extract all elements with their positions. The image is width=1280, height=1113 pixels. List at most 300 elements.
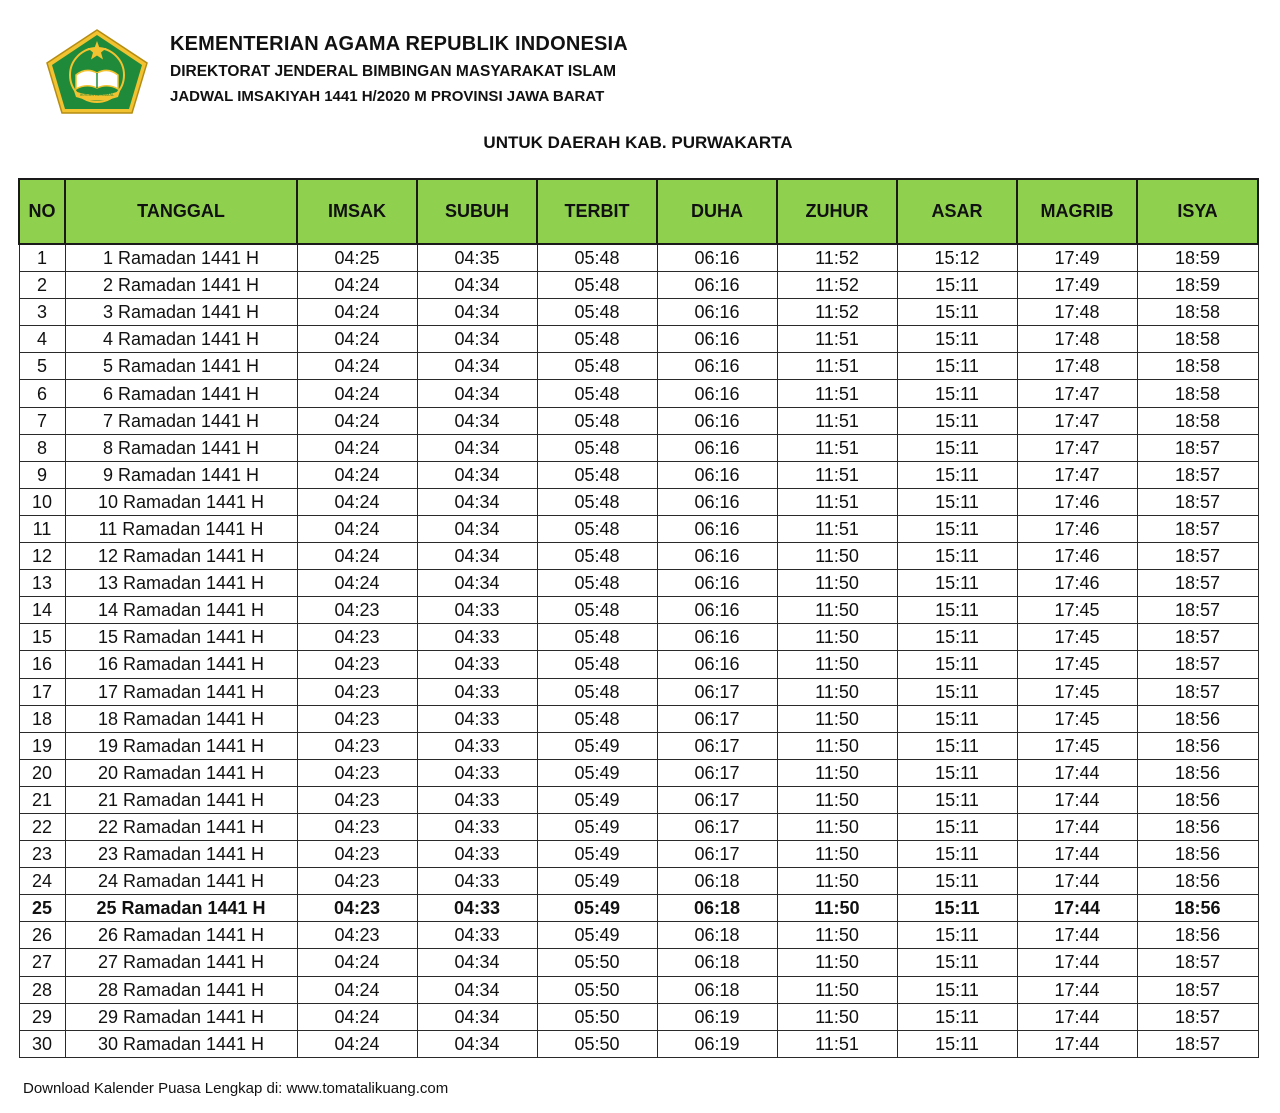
schedule-title: JADWAL IMSAKIYAH 1441 H/2020 M PROVINSI JAWA BARAT [170, 88, 605, 105]
cell-terbit: 05:48 [537, 705, 657, 732]
cell-no: 18 [19, 705, 65, 732]
cell-duha: 06:16 [657, 244, 777, 272]
cell-zuhur: 11:52 [777, 272, 897, 299]
cell-subuh: 04:33 [417, 597, 537, 624]
cell-zuhur: 11:51 [777, 461, 897, 488]
cell-magrib: 17:48 [1017, 353, 1137, 380]
cell-duha: 06:17 [657, 705, 777, 732]
cell-asar: 15:11 [897, 813, 1017, 840]
cell-subuh: 04:35 [417, 244, 537, 272]
cell-no: 17 [19, 678, 65, 705]
cell-isya: 18:56 [1137, 813, 1258, 840]
cell-duha: 06:18 [657, 868, 777, 895]
cell-imsak: 04:24 [297, 353, 417, 380]
cell-tanggal: 21 Ramadan 1441 H [65, 786, 297, 813]
cell-no: 27 [19, 949, 65, 976]
ministry-title: KEMENTERIAN AGAMA REPUBLIK INDONESIA [170, 33, 628, 55]
cell-subuh: 04:34 [417, 461, 537, 488]
cell-imsak: 04:24 [297, 976, 417, 1003]
cell-magrib: 17:49 [1017, 272, 1137, 299]
cell-terbit: 05:48 [537, 272, 657, 299]
cell-tanggal: 23 Ramadan 1441 H [65, 841, 297, 868]
cell-tanggal: 18 Ramadan 1441 H [65, 705, 297, 732]
table-row [19, 678, 1258, 705]
cell-asar: 15:11 [897, 461, 1017, 488]
cell-magrib: 17:44 [1017, 949, 1137, 976]
cell-zuhur: 11:51 [777, 488, 897, 515]
cell-magrib: 17:44 [1017, 759, 1137, 786]
cell-duha: 06:16 [657, 651, 777, 678]
cell-subuh: 04:34 [417, 976, 537, 1003]
table-row [19, 570, 1258, 597]
cell-isya: 18:58 [1137, 353, 1258, 380]
cell-duha: 06:17 [657, 678, 777, 705]
cell-subuh: 04:34 [417, 380, 537, 407]
cell-isya: 18:57 [1137, 1030, 1258, 1057]
cell-magrib: 17:47 [1017, 407, 1137, 434]
cell-magrib: 17:44 [1017, 895, 1137, 922]
cell-imsak: 04:24 [297, 488, 417, 515]
cell-terbit: 05:48 [537, 353, 657, 380]
cell-no: 8 [19, 434, 65, 461]
cell-imsak: 04:23 [297, 895, 417, 922]
cell-zuhur: 11:50 [777, 976, 897, 1003]
cell-isya: 18:57 [1137, 570, 1258, 597]
table-row [19, 244, 1258, 272]
cell-zuhur: 11:50 [777, 1003, 897, 1030]
cell-no: 4 [19, 326, 65, 353]
table-row [19, 353, 1258, 380]
cell-isya: 18:57 [1137, 543, 1258, 570]
cell-zuhur: 11:50 [777, 678, 897, 705]
cell-no: 9 [19, 461, 65, 488]
cell-subuh: 04:34 [417, 488, 537, 515]
cell-no: 25 [19, 895, 65, 922]
table-row [19, 299, 1258, 326]
cell-terbit: 05:48 [537, 407, 657, 434]
cell-asar: 15:11 [897, 786, 1017, 813]
cell-asar: 15:11 [897, 705, 1017, 732]
cell-subuh: 04:33 [417, 895, 537, 922]
cell-magrib: 17:48 [1017, 299, 1137, 326]
cell-isya: 18:58 [1137, 326, 1258, 353]
cell-isya: 18:56 [1137, 786, 1258, 813]
table-row [19, 272, 1258, 299]
cell-terbit: 05:49 [537, 895, 657, 922]
cell-tanggal: 9 Ramadan 1441 H [65, 461, 297, 488]
cell-asar: 15:11 [897, 895, 1017, 922]
cell-no: 7 [19, 407, 65, 434]
cell-subuh: 04:33 [417, 813, 537, 840]
cell-magrib: 17:46 [1017, 488, 1137, 515]
cell-no: 28 [19, 976, 65, 1003]
cell-imsak: 04:23 [297, 732, 417, 759]
cell-zuhur: 11:50 [777, 705, 897, 732]
cell-zuhur: 11:51 [777, 353, 897, 380]
cell-tanggal: 27 Ramadan 1441 H [65, 949, 297, 976]
cell-isya: 18:57 [1137, 597, 1258, 624]
col-header-asar: ASAR [897, 179, 1017, 244]
col-header-magrib: MAGRIB [1017, 179, 1137, 244]
col-header-duha: DUHA [657, 179, 777, 244]
cell-subuh: 04:34 [417, 570, 537, 597]
cell-no: 16 [19, 651, 65, 678]
cell-zuhur: 11:50 [777, 597, 897, 624]
cell-asar: 15:11 [897, 488, 1017, 515]
cell-terbit: 05:50 [537, 976, 657, 1003]
cell-isya: 18:58 [1137, 299, 1258, 326]
table-row [19, 326, 1258, 353]
cell-imsak: 04:24 [297, 570, 417, 597]
cell-imsak: 04:24 [297, 272, 417, 299]
cell-zuhur: 11:50 [777, 651, 897, 678]
cell-tanggal: 5 Ramadan 1441 H [65, 353, 297, 380]
cell-imsak: 04:23 [297, 597, 417, 624]
cell-terbit: 05:48 [537, 461, 657, 488]
cell-magrib: 17:47 [1017, 461, 1137, 488]
cell-asar: 15:11 [897, 651, 1017, 678]
cell-terbit: 05:48 [537, 624, 657, 651]
cell-isya: 18:57 [1137, 461, 1258, 488]
cell-imsak: 04:23 [297, 651, 417, 678]
cell-asar: 15:11 [897, 326, 1017, 353]
cell-zuhur: 11:51 [777, 326, 897, 353]
cell-terbit: 05:50 [537, 1030, 657, 1057]
col-header-imsak: IMSAK [297, 179, 417, 244]
table-row [19, 868, 1258, 895]
cell-tanggal: 13 Ramadan 1441 H [65, 570, 297, 597]
cell-terbit: 05:48 [537, 651, 657, 678]
cell-duha: 06:16 [657, 515, 777, 542]
cell-zuhur: 11:52 [777, 244, 897, 272]
cell-asar: 15:11 [897, 407, 1017, 434]
cell-isya: 18:57 [1137, 678, 1258, 705]
cell-zuhur: 11:50 [777, 949, 897, 976]
cell-asar: 15:11 [897, 272, 1017, 299]
cell-magrib: 17:45 [1017, 597, 1137, 624]
directorate-title: DIREKTORAT JENDERAL BIMBINGAN MASYARAKAT ISLAM [170, 63, 617, 80]
cell-duha: 06:17 [657, 759, 777, 786]
cell-isya: 18:57 [1137, 488, 1258, 515]
cell-asar: 15:11 [897, 515, 1017, 542]
cell-no: 13 [19, 570, 65, 597]
cell-asar: 15:11 [897, 434, 1017, 461]
cell-no: 26 [19, 922, 65, 949]
cell-duha: 06:16 [657, 407, 777, 434]
cell-imsak: 04:23 [297, 705, 417, 732]
table-row [19, 597, 1258, 624]
cell-terbit: 05:48 [537, 570, 657, 597]
cell-no: 3 [19, 299, 65, 326]
cell-isya: 18:56 [1137, 895, 1258, 922]
cell-terbit: 05:48 [537, 515, 657, 542]
cell-isya: 18:58 [1137, 380, 1258, 407]
cell-no: 12 [19, 543, 65, 570]
cell-imsak: 04:23 [297, 868, 417, 895]
cell-magrib: 17:44 [1017, 922, 1137, 949]
cell-terbit: 05:50 [537, 949, 657, 976]
cell-terbit: 05:49 [537, 922, 657, 949]
cell-terbit: 05:49 [537, 759, 657, 786]
cell-asar: 15:11 [897, 868, 1017, 895]
cell-zuhur: 11:50 [777, 786, 897, 813]
col-header-no: NO [19, 179, 65, 244]
cell-subuh: 04:33 [417, 651, 537, 678]
cell-zuhur: 11:51 [777, 1030, 897, 1057]
region-title: UNTUK DAERAH KAB. PURWAKARTA [483, 133, 793, 152]
cell-magrib: 17:44 [1017, 1030, 1137, 1057]
table-row [19, 515, 1258, 542]
cell-no: 5 [19, 353, 65, 380]
cell-tanggal: 8 Ramadan 1441 H [65, 434, 297, 461]
cell-zuhur: 11:50 [777, 868, 897, 895]
cell-asar: 15:11 [897, 949, 1017, 976]
cell-tanggal: 30 Ramadan 1441 H [65, 1030, 297, 1057]
cell-subuh: 04:34 [417, 1003, 537, 1030]
cell-asar: 15:11 [897, 570, 1017, 597]
cell-imsak: 04:24 [297, 380, 417, 407]
cell-magrib: 17:47 [1017, 434, 1137, 461]
cell-zuhur: 11:50 [777, 543, 897, 570]
cell-duha: 06:16 [657, 434, 777, 461]
cell-magrib: 17:45 [1017, 732, 1137, 759]
cell-magrib: 17:45 [1017, 705, 1137, 732]
cell-magrib: 17:44 [1017, 841, 1137, 868]
cell-subuh: 04:34 [417, 353, 537, 380]
cell-duha: 06:16 [657, 353, 777, 380]
table-header-row [19, 179, 1258, 244]
cell-tanggal: 2 Ramadan 1441 H [65, 272, 297, 299]
cell-duha: 06:19 [657, 1030, 777, 1057]
cell-no: 1 [19, 244, 65, 272]
cell-imsak: 04:24 [297, 1030, 417, 1057]
col-header-zuhur: ZUHUR [777, 179, 897, 244]
cell-imsak: 04:23 [297, 786, 417, 813]
cell-magrib: 17:44 [1017, 868, 1137, 895]
cell-zuhur: 11:52 [777, 299, 897, 326]
cell-duha: 06:16 [657, 570, 777, 597]
cell-tanggal: 29 Ramadan 1441 H [65, 1003, 297, 1030]
cell-isya: 18:56 [1137, 732, 1258, 759]
cell-magrib: 17:45 [1017, 624, 1137, 651]
cell-isya: 18:57 [1137, 434, 1258, 461]
cell-terbit: 05:48 [537, 543, 657, 570]
cell-duha: 06:16 [657, 299, 777, 326]
cell-tanggal: 20 Ramadan 1441 H [65, 759, 297, 786]
table-row [19, 732, 1258, 759]
cell-imsak: 04:23 [297, 922, 417, 949]
cell-imsak: 04:23 [297, 759, 417, 786]
cell-duha: 06:17 [657, 841, 777, 868]
cell-terbit: 05:48 [537, 434, 657, 461]
cell-terbit: 05:48 [537, 326, 657, 353]
cell-duha: 06:16 [657, 272, 777, 299]
cell-isya: 18:56 [1137, 759, 1258, 786]
cell-no: 23 [19, 841, 65, 868]
cell-no: 21 [19, 786, 65, 813]
cell-subuh: 04:34 [417, 299, 537, 326]
cell-asar: 15:11 [897, 543, 1017, 570]
cell-imsak: 04:23 [297, 624, 417, 651]
cell-imsak: 04:24 [297, 326, 417, 353]
cell-subuh: 04:33 [417, 786, 537, 813]
cell-duha: 06:16 [657, 624, 777, 651]
cell-subuh: 04:33 [417, 922, 537, 949]
cell-no: 14 [19, 597, 65, 624]
cell-asar: 15:11 [897, 678, 1017, 705]
table-body [19, 244, 1258, 1057]
cell-zuhur: 11:51 [777, 515, 897, 542]
table-row [19, 895, 1258, 922]
cell-zuhur: 11:51 [777, 407, 897, 434]
table-row [19, 786, 1258, 813]
cell-imsak: 04:24 [297, 461, 417, 488]
cell-magrib: 17:48 [1017, 326, 1137, 353]
cell-magrib: 17:44 [1017, 1003, 1137, 1030]
cell-tanggal: 6 Ramadan 1441 H [65, 380, 297, 407]
cell-duha: 06:16 [657, 326, 777, 353]
cell-imsak: 04:23 [297, 678, 417, 705]
cell-imsak: 04:24 [297, 543, 417, 570]
table-row [19, 1030, 1258, 1057]
cell-no: 20 [19, 759, 65, 786]
col-header-subuh: SUBUH [417, 179, 537, 244]
table-row [19, 488, 1258, 515]
cell-terbit: 05:48 [537, 244, 657, 272]
imsakiyah-table [18, 178, 1259, 1058]
cell-magrib: 17:46 [1017, 543, 1137, 570]
cell-magrib: 17:47 [1017, 380, 1137, 407]
cell-tanggal: 15 Ramadan 1441 H [65, 624, 297, 651]
cell-magrib: 17:45 [1017, 678, 1137, 705]
cell-terbit: 05:48 [537, 678, 657, 705]
cell-magrib: 17:46 [1017, 570, 1137, 597]
cell-subuh: 04:34 [417, 949, 537, 976]
cell-duha: 06:18 [657, 895, 777, 922]
cell-isya: 18:57 [1137, 949, 1258, 976]
cell-subuh: 04:34 [417, 407, 537, 434]
cell-magrib: 17:49 [1017, 244, 1137, 272]
cell-magrib: 17:44 [1017, 813, 1137, 840]
cell-zuhur: 11:50 [777, 895, 897, 922]
cell-isya: 18:57 [1137, 976, 1258, 1003]
cell-isya: 18:59 [1137, 244, 1258, 272]
cell-asar: 15:11 [897, 1003, 1017, 1030]
table-row [19, 759, 1258, 786]
cell-tanggal: 1 Ramadan 1441 H [65, 244, 297, 272]
cell-terbit: 05:49 [537, 786, 657, 813]
cell-tanggal: 28 Ramadan 1441 H [65, 976, 297, 1003]
cell-duha: 06:16 [657, 380, 777, 407]
cell-terbit: 05:48 [537, 299, 657, 326]
cell-subuh: 04:34 [417, 1030, 537, 1057]
cell-asar: 15:11 [897, 1030, 1017, 1057]
cell-subuh: 04:34 [417, 434, 537, 461]
cell-no: 10 [19, 488, 65, 515]
table-row [19, 813, 1258, 840]
cell-zuhur: 11:50 [777, 841, 897, 868]
cell-terbit: 05:49 [537, 868, 657, 895]
cell-imsak: 04:25 [297, 244, 417, 272]
table-row [19, 461, 1258, 488]
cell-imsak: 04:24 [297, 949, 417, 976]
cell-isya: 18:56 [1137, 705, 1258, 732]
cell-zuhur: 11:50 [777, 813, 897, 840]
cell-imsak: 04:23 [297, 841, 417, 868]
cell-zuhur: 11:50 [777, 570, 897, 597]
cell-duha: 06:18 [657, 976, 777, 1003]
cell-duha: 06:18 [657, 949, 777, 976]
cell-no: 6 [19, 380, 65, 407]
table-row [19, 624, 1258, 651]
cell-subuh: 04:33 [417, 868, 537, 895]
cell-imsak: 04:24 [297, 434, 417, 461]
cell-tanggal: 12 Ramadan 1441 H [65, 543, 297, 570]
cell-no: 30 [19, 1030, 65, 1057]
cell-terbit: 05:48 [537, 597, 657, 624]
cell-tanggal: 10 Ramadan 1441 H [65, 488, 297, 515]
cell-terbit: 05:48 [537, 488, 657, 515]
cell-zuhur: 11:51 [777, 434, 897, 461]
cell-duha: 06:17 [657, 786, 777, 813]
cell-no: 29 [19, 1003, 65, 1030]
cell-isya: 18:56 [1137, 922, 1258, 949]
cell-zuhur: 11:50 [777, 759, 897, 786]
cell-asar: 15:11 [897, 299, 1017, 326]
table-row [19, 407, 1258, 434]
cell-isya: 18:57 [1137, 1003, 1258, 1030]
cell-tanggal: 25 Ramadan 1441 H [65, 895, 297, 922]
cell-tanggal: 3 Ramadan 1441 H [65, 299, 297, 326]
cell-tanggal: 26 Ramadan 1441 H [65, 922, 297, 949]
col-header-tanggal: TANGGAL [65, 179, 297, 244]
cell-zuhur: 11:50 [777, 732, 897, 759]
cell-imsak: 04:24 [297, 407, 417, 434]
cell-asar: 15:11 [897, 759, 1017, 786]
cell-subuh: 04:33 [417, 705, 537, 732]
kemenag-emblem-icon [44, 27, 150, 117]
cell-subuh: 04:33 [417, 624, 537, 651]
cell-isya: 18:57 [1137, 651, 1258, 678]
table-row [19, 434, 1258, 461]
cell-magrib: 17:46 [1017, 515, 1137, 542]
cell-isya: 18:56 [1137, 868, 1258, 895]
cell-tanggal: 7 Ramadan 1441 H [65, 407, 297, 434]
cell-zuhur: 11:51 [777, 380, 897, 407]
cell-isya: 18:56 [1137, 841, 1258, 868]
cell-magrib: 17:45 [1017, 651, 1137, 678]
cell-terbit: 05:49 [537, 732, 657, 759]
cell-tanggal: 22 Ramadan 1441 H [65, 813, 297, 840]
cell-no: 24 [19, 868, 65, 895]
cell-no: 19 [19, 732, 65, 759]
cell-magrib: 17:44 [1017, 786, 1137, 813]
cell-isya: 18:57 [1137, 624, 1258, 651]
table-row [19, 543, 1258, 570]
table-row [19, 651, 1258, 678]
cell-duha: 06:16 [657, 461, 777, 488]
cell-terbit: 05:48 [537, 380, 657, 407]
cell-tanggal: 4 Ramadan 1441 H [65, 326, 297, 353]
cell-asar: 15:12 [897, 244, 1017, 272]
cell-imsak: 04:23 [297, 813, 417, 840]
cell-duha: 06:19 [657, 1003, 777, 1030]
cell-duha: 06:17 [657, 813, 777, 840]
cell-zuhur: 11:50 [777, 922, 897, 949]
cell-subuh: 04:34 [417, 515, 537, 542]
cell-zuhur: 11:50 [777, 624, 897, 651]
table-row [19, 841, 1258, 868]
